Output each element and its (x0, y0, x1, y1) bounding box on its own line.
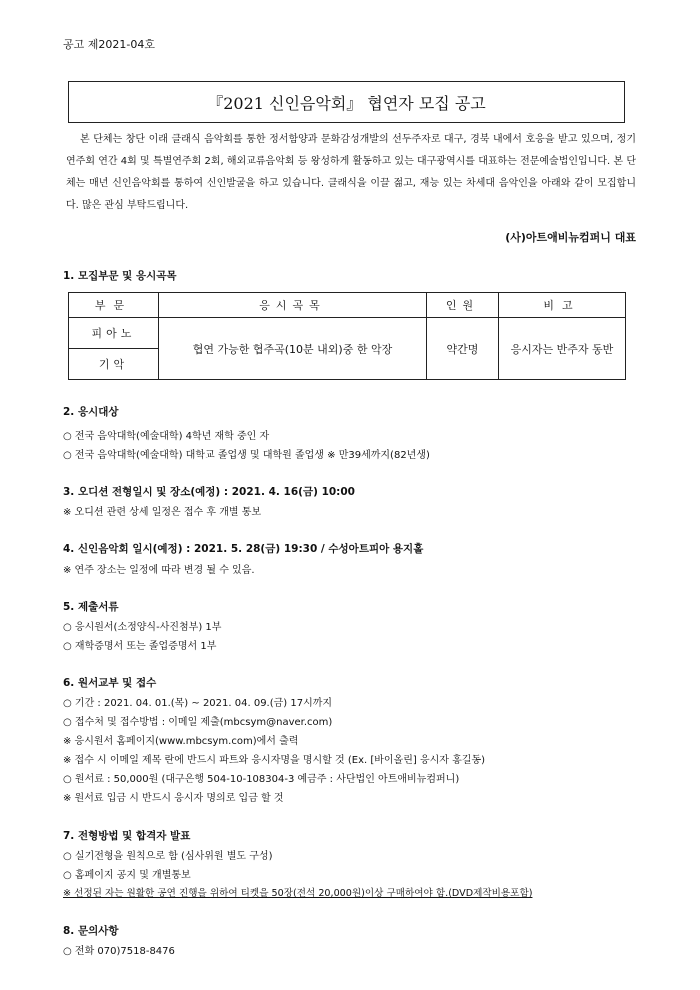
section2-heading: 2. 응시대상 (63, 406, 119, 418)
table-cell-part: 기악 (69, 349, 159, 380)
list-item-notice: ※ 선정된 자는 원활한 공연 진행을 위하여 티켓을 50장(전석 20,000원)이상 구매하여야 함.(DVD제작비용포함) (63, 888, 533, 899)
intro-paragraph: 본 단체는 창단 이래 클래식 음악회를 통한 정서함양과 문화감성개발의 선두주자로 대구, 경북 내에서 호응을 받고 있으며, 정기연주회 연간 4회 및 특별연주회 2회, 해외교류음악회 등 왕성하게 활동하고 있는 대구광역시를 대표하는 전문예술법인입니다. 본 단체는 매년 신인음악회를 통하여 신인발굴을 하고 있습니다. 클래식을 이끌 젊고, 재능 있는 차세대 음악인을 아래와 같이 모집합니다. 많은 관심 부탁드립니다. (66, 134, 636, 211)
section3-heading: 3. 오디션 전형일시 및 장소(예정) : 2021. 4. 16(금) 10:00 (63, 486, 355, 498)
list-item: ○ 전화 070)7518-8476 (63, 946, 175, 957)
table-cell-count: 약간명 (427, 318, 499, 380)
section8-heading: 8. 문의사항 (63, 925, 119, 937)
list-item: ※ 접수 시 이메일 제목 란에 반드시 파트와 응시자명을 명시할 것 (Ex. [바이올린] 응시자 홍길동) (63, 755, 486, 766)
list-item: ○ 원서료 : 50,000원 (대구은행 504-10-108304-3 예금주 : 사단법인 아트애비뉴컴퍼니) (63, 774, 460, 785)
section1-heading: 1. 모집부문 및 응시곡목 (63, 270, 177, 282)
table-header: 인원 (427, 293, 499, 318)
list-item: ○ 홈페이지 공지 및 개별통보 (63, 870, 191, 881)
page-title: 『2021 신인음악회』 협연자 모집 공고 (207, 93, 486, 113)
list-item: ○ 응시원서(소정양식-사진첨부) 1부 (63, 622, 222, 633)
table-cell-piece: 협연 가능한 협주곡(10분 내외)중 한 악장 (159, 318, 427, 380)
document-number: 공고 제2021-04호 (63, 38, 155, 51)
table-header: 응시곡목 (159, 293, 427, 318)
list-item: ○ 재학증명서 또는 졸업증명서 1부 (63, 641, 217, 652)
list-item: ○ 실기전형을 원칙으로 함 (심사위원 별도 구성) (63, 851, 273, 862)
section5-heading: 5. 제출서류 (63, 601, 119, 613)
list-item: ※ 연주 장소는 일정에 따라 변경 될 수 있음. (63, 565, 255, 576)
list-item: ※ 오디션 관련 상세 일정은 접수 후 개별 통보 (63, 507, 262, 518)
list-item: ※ 원서료 입금 시 반드시 응시자 명의로 입금 할 것 (63, 793, 284, 804)
recruit-table (68, 292, 626, 380)
table-cell-part: 피아노 (69, 318, 159, 349)
table-cell-note: 응시자는 반주자 동반 (499, 318, 626, 380)
section7-heading: 7. 전형방법 및 합격자 발표 (63, 830, 191, 842)
section6-heading: 6. 원서교부 및 접수 (63, 677, 157, 689)
list-item: ○ 전국 음악대학(예술대학) 4학년 재학 중인 자 (63, 431, 270, 442)
signature: (사)아트애비뉴컴퍼니 대표 (505, 231, 636, 244)
table-row (69, 318, 626, 349)
title-box (68, 81, 625, 123)
table-header: 부문 (69, 293, 159, 318)
list-item: ○ 접수처 및 접수방법 : 이메일 제출(mbcsym@naver.com) (63, 717, 333, 728)
table-header: 비고 (499, 293, 626, 318)
list-item: ○ 기간 : 2021. 04. 01.(목) ~ 2021. 04. 09.(금) 17시까지 (63, 698, 333, 709)
section4-heading: 4. 신인음악회 일시(예정) : 2021. 5. 28(금) 19:30 / 수성아트피아 용지홀 (63, 543, 424, 555)
list-item: ○ 전국 음악대학(예술대학) 대학교 졸업생 및 대학원 졸업생 ※ 만39세까지(82년생) (63, 450, 430, 461)
list-item: ※ 응시원서 홈페이지(www.mbcsym.com)에서 출력 (63, 736, 299, 747)
table-header-row (69, 293, 626, 318)
